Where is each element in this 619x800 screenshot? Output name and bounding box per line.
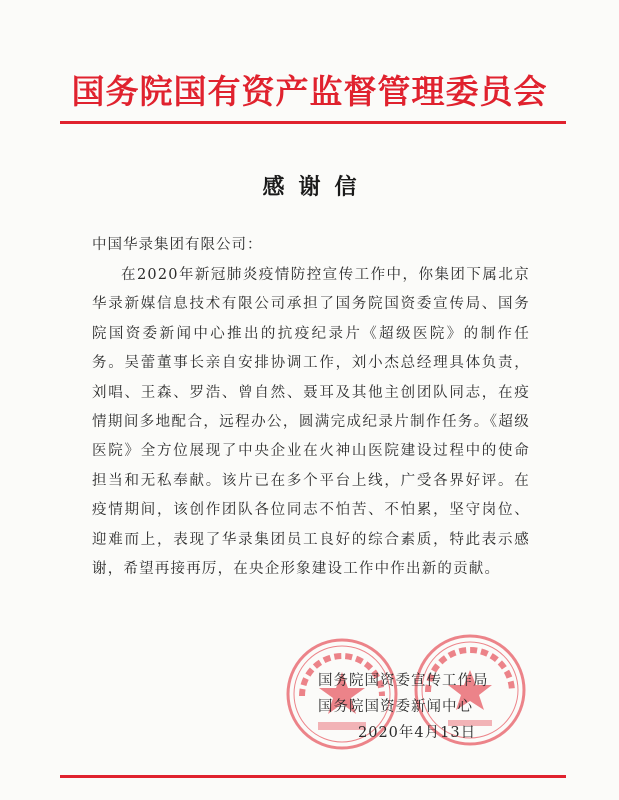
footer-rule: [60, 775, 566, 778]
letterhead-rule: [60, 121, 566, 124]
signature-line-2: 国务院国资委新闻中心: [318, 699, 473, 715]
signature-block: [318, 668, 489, 746]
letterhead-title: 国务院国有资产监督管理委员会: [71, 72, 548, 111]
letter-body: 在2020年新冠肺炎疫情防控宣传工作中，你集团下属北京华录新媒信息技术有限公司承担了国务院国资委宣传局、国务院国资委新闻中心推出的抗疫纪录片《超级医院》的制作任务。吴蕾董事长亲自安排协调工作，刘小杰总经理具体负责，刘唱、王森、罗浩、曾自然、聂耳及其他主创团队同志，在疫情期间多地配合，远程办公，圆满完成纪录片制作任务。《超级医院》全方位展现了中央企业在火神山医院建设过程中的使命担当和无私奉献。该片已在多个平台上线，广受各界好评。在疫情期间，该创作团队各位同志不怕苦、不怕累，坚守岗位、迎难而上，表现了华录集团员工良好的综合素质，特此表示感谢，希望再接再厉，在央企形象建设工作中作出新的贡献。: [92, 267, 530, 578]
letter-title: 感谢信: [262, 174, 371, 200]
salutation: 中国华录集团有限公司：: [92, 237, 263, 253]
signature-date: 2020年4月13日: [358, 725, 477, 741]
signature-line-1: 国务院国资委宣传工作局: [318, 673, 489, 689]
